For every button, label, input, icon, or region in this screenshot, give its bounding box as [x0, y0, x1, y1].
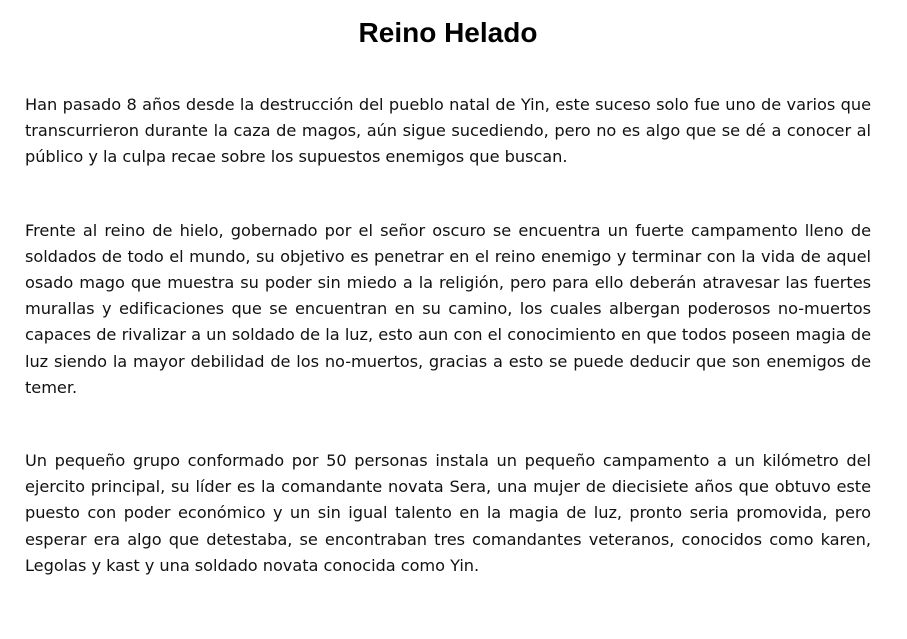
- paragraph-1: Han pasado 8 años desde la destrucción del pueblo natal de Yin, este suceso solo fue uno de varios que transcurrieron durante la caza de magos, aún sigue sucediendo, pero no es algo que se dé a conocer al público y la culpa recae sobre los supuestos enemigos que buscan.: [25, 95, 871, 167]
- paragraph-3: Un pequeño grupo conformado por 50 personas instala un pequeño campamento a un kilómetro del ejercito principal, su líder es la comandante novata Sera, una mujer de diecisiete años que obtuvo este puesto con poder económico y un sin igual talento en la magia de luz, pronto seria promovida, pero esperar era algo que detestaba, se encontraban tres comandantes veteranos, conocidos como karen, Legolas y kast y una soldado novata conocida como Yin.: [25, 451, 871, 575]
- paragraph-2: Frente al reino de hielo, gobernado por el señor oscuro se encuentra un fuerte campamento lleno de soldados de todo el mundo, su objetivo es penetrar en el reino enemigo y terminar con la vida de aquel osado mago que muestra su poder sin miedo a la religión, pero para ello deberán atravesar las fuertes murallas y edificaciones que se encuentran en su camino, los cuales albergan poderosos no-muertos capaces de rivalizar a un soldado de la luz, esto aun con el conocimiento en que todos poseen magia de luz siendo la mayor debilidad de los no-muertos, gracias a esto se puede deducir que son enemigos de temer.: [25, 220, 871, 397]
- document-title: Reino Helado: [358, 17, 538, 48]
